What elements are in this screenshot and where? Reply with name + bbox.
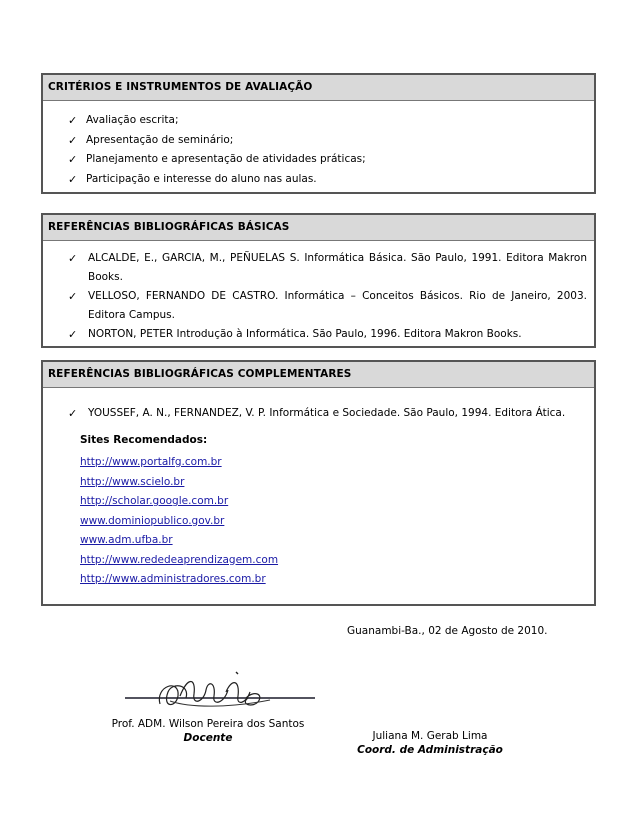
site-item [80,570,278,590]
date-line: Guanambi-Ba., 02 de Agosto de 2010. [347,625,548,637]
complementary-references-list [43,388,594,423]
coordinator-name: Juliana M. Gerab Lima [372,730,488,742]
site-link[interactable]: http://www.scielo.br [80,475,185,488]
list-item: ✓ Avaliação escrita; [68,111,594,131]
check-mark-icon: ✓ [68,133,78,147]
handwritten-signature [120,668,320,718]
site-item [80,551,278,571]
list-item: ✓ NORTON, PETER Introdução à Informática. São Paulo, 1996. Editora Makron Books. [68,325,587,344]
site-item [80,453,278,473]
site-link[interactable]: http://www.portalfg.com.br [80,456,222,468]
sites-list [80,453,278,590]
site-item [80,492,278,512]
site-link[interactable]: http://scholar.google.com.br [80,495,229,507]
basic-references-section [41,213,596,348]
site-item [80,531,278,551]
check-mark-icon: ✓ [68,290,78,303]
list-item: ✓ YOUSSEF, A. N., FERNANDEZ, V. P. Informática e Sociedade. São Paulo, 1994. Editora Ática. [68,404,587,423]
list-item: ✓ ALCALDE, E., GARCIA, M., PEÑUELAS S. Informática Básica. São Paulo, 1991. Editora Makron Books. [68,249,587,287]
list-item: ✓ VELLOSO, FERNANDO DE CASTRO. Informática – Conceitos Básicos. Rio de Janeiro, 2003. Editora Campus. [68,287,587,325]
check-mark-icon: ✓ [68,153,78,166]
check-mark-icon: ✓ [68,114,78,127]
teacher-role: Docente [183,732,233,744]
check-mark-icon: ✓ [68,252,78,265]
sites-title: Sites Recomendados: [80,434,208,446]
teacher-signature-block [88,717,328,745]
site-link[interactable]: www.adm.ufba.br [80,534,173,546]
list-item: ✓ Participação e interesse do aluno nas aulas. [68,170,594,190]
site-link[interactable]: http://www.rededeaprendizagem.com [80,553,279,566]
site-item [80,473,278,493]
site-link[interactable]: http://www.administradores.com.br [80,573,266,585]
check-mark-icon: ✓ [68,172,78,186]
teacher-name: Prof. ADM. Wilson Pereira dos Santos [111,718,305,730]
check-mark-icon: ✓ [68,407,78,420]
complementary-references-header: REFERÊNCIAS BIBLIOGRÁFICAS COMPLEMENTARES [43,362,594,388]
site-link[interactable]: www.dominiopublico.gov.br [80,514,225,527]
basic-references-header: REFERÊNCIAS BIBLIOGRÁFICAS BÁSICAS [43,215,594,241]
criteria-list [43,101,594,189]
criteria-section [41,73,596,194]
list-item: ✓ Apresentação de seminário; [68,131,594,151]
coordinator-role: Coord. de Administração [357,744,503,756]
complementary-references-section [41,360,596,606]
check-mark-icon: ✓ [68,328,78,341]
site-item [80,512,278,532]
basic-references-list [43,241,594,344]
criteria-header: CRITÉRIOS E INSTRUMENTOS DE AVALIAÇÃO [43,75,594,101]
coordinator-signature-block [350,729,510,757]
list-item: ✓ Planejamento e apresentação de atividades práticas; [68,150,594,170]
